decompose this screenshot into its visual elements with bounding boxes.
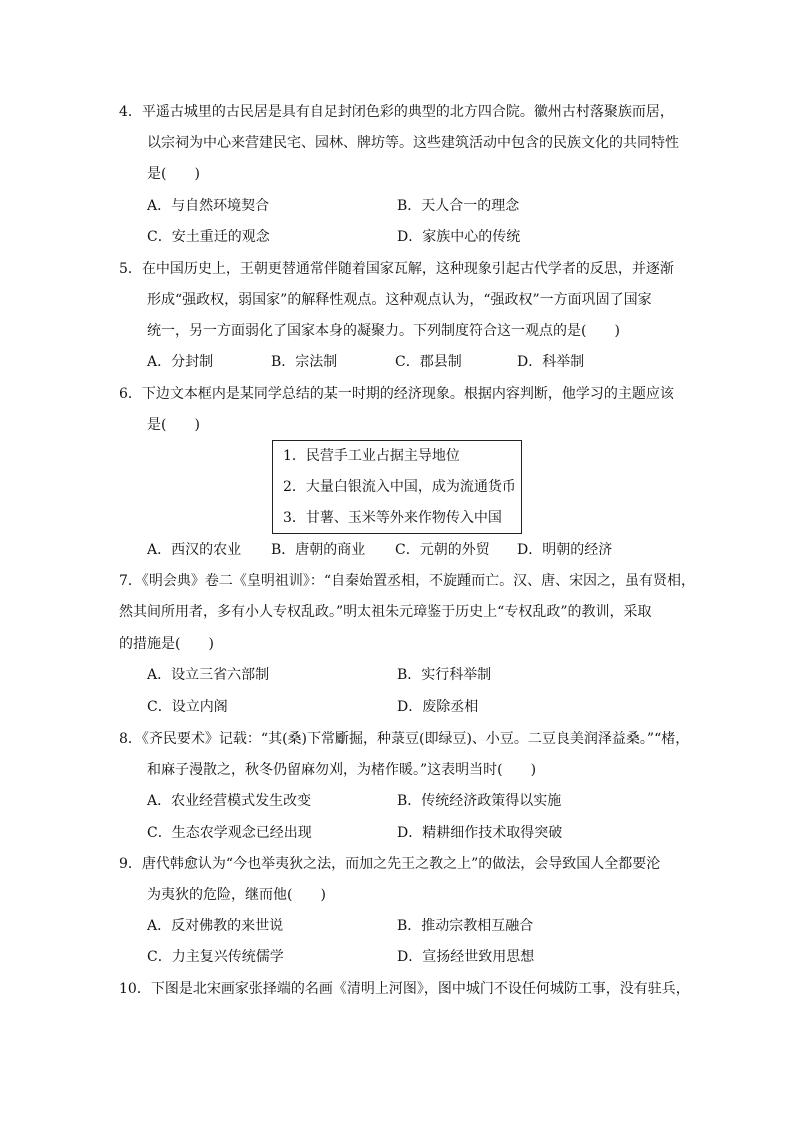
question-10-line-1: 10．下图是北宋画家张择端的名画《清明上河图》，图中城门不设任何城防工事，没有驻兵， [119, 981, 690, 997]
question-9-option-c: C．力主复兴传统儒学 [147, 949, 284, 965]
question-8-line-2: 和麻子漫散之，秋冬仍留麻勿刈，为楮作暖。”这表明当时( ) [147, 762, 537, 778]
question-6-option-c: C．元朝的外贸 [395, 542, 490, 558]
question-4-option-d: D．家族中心的传统 [397, 229, 521, 245]
question-9-option-d: D．宣扬经世致用思想 [397, 949, 535, 965]
question-7-line-3: 的措施是( ) [119, 636, 214, 652]
question-7-option-c: C．设立内阁 [147, 699, 228, 715]
question-4-option-c: C．安土重迁的观念 [147, 229, 270, 245]
question-4-option-b: B．天人合一的理念 [397, 198, 520, 214]
question-7-option-b: B．实行科举制 [397, 667, 492, 683]
question-5-line-3: 统一，另一方面弱化了国家本身的凝聚力。下列制度符合这一观点的是( ) [147, 323, 620, 339]
economic-phenomena-box [272, 440, 522, 534]
question-9-line-1: 9．唐代韩愈认为“今也举夷狄之法，而加之先王之教之上”的做法，会导致国人全都要沦 [119, 856, 661, 872]
box-item-1: 1．民营手工业占据主导地位 [283, 448, 460, 464]
question-9-option-a: A．反对佛教的来世说 [147, 918, 284, 934]
question-5-option-c: C．郡县制 [395, 354, 462, 370]
question-8-line-1: 8．《齐民要术》记载：“其(桑)下常斸掘，种菉豆(即绿豆)、小豆。二豆良美润泽益桑。”“楮， [119, 731, 690, 747]
question-6-option-b: B．唐朝的商业 [271, 542, 366, 558]
question-9-line-2: 为夷狄的危险，继而他( ) [147, 887, 326, 903]
question-6-line-2: 是( ) [147, 417, 200, 433]
question-4-line-3: 是( ) [147, 166, 200, 182]
question-5-line-1: 5．在中国历史上，王朝更替通常伴随着国家瓦解，这种现象引起古代学者的反思，并逐渐 [119, 261, 674, 277]
question-8-option-d: D．精耕细作技术取得突破 [397, 825, 563, 841]
question-9-option-b: B．推动宗教相互融合 [397, 918, 534, 934]
question-7-line-1: 7．《明会典》卷二《皇明祖训》：“自秦始置丞相，不旋踵而亡。汉、唐、宋因之，虽有贤相， [119, 573, 696, 589]
question-7-option-d: D．废除丞相 [397, 699, 479, 715]
question-7-option-a: A．设立三省六部制 [147, 667, 270, 683]
question-5-option-a: A．分封制 [147, 354, 214, 370]
question-5-option-d: D．科举制 [517, 354, 585, 370]
question-8-option-b: B．传统经济政策得以实施 [397, 793, 562, 809]
question-5-option-b: B．宗法制 [271, 354, 338, 370]
question-8-option-a: A．农业经营模式发生改变 [147, 793, 312, 809]
question-4-line-1: 4．平遥古城里的古民居是具有自足封闭色彩的典型的北方四合院。徽州古村落聚族而居， [119, 104, 674, 120]
box-item-3: 3．甘薯、玉米等外来作物传入中国 [283, 510, 502, 526]
question-8-option-c: C．生态农学观念已经出现 [147, 825, 312, 841]
question-5-line-2: 形成“强政权，弱国家”的解释性观点。这种观点认为，“强政权”一方面巩固了国家 [147, 292, 652, 308]
question-6-line-1: 6．下边文本框内是某同学总结的某一时期的经济现象。根据内容判断，他学习的主题应该 [119, 386, 674, 402]
question-7-line-2: 然其间所用者，多有小人专权乱政。”明太祖朱元璋鉴于历史上“专权乱政”的教训，采取 [119, 604, 652, 620]
question-6-option-d: D．明朝的经济 [517, 542, 613, 558]
question-6-option-a: A．西汉的农业 [147, 542, 242, 558]
question-4-option-a: A．与自然环境契合 [147, 198, 270, 214]
box-item-2: 2．大量白银流入中国，成为流通货币 [283, 479, 516, 495]
question-4-line-2: 以宗祠为中心来营建民宅、园林、牌坊等。这些建筑活动中包含的民族文化的共同特性 [147, 135, 679, 151]
